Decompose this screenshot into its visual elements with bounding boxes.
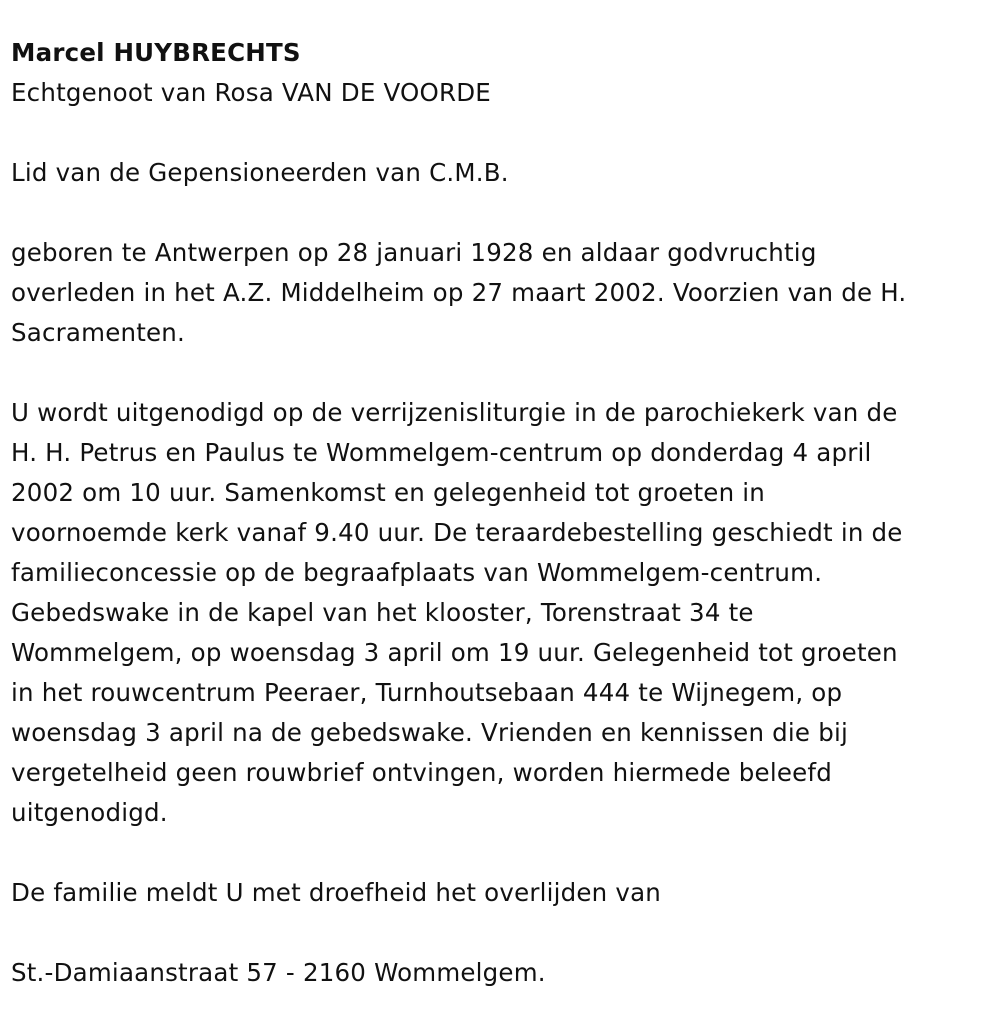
text-line: in het rouwcentrum Peeraer, Turnhoutsebaan 444 te Wijnegem, op — [11, 678, 843, 707]
obituary-notice — [11, 33, 986, 993]
text-line: woensdag 3 april na de gebedswake. Vrienden en kennissen die bij — [11, 718, 848, 747]
text-line: 2002 om 10 uur. Samenkomst en gelegenheid tot groeten in — [11, 478, 766, 507]
spacer — [11, 353, 986, 393]
deceased-name: Marcel HUYBRECHTS — [11, 38, 301, 67]
text-line: voornoemde kerk vanaf 9.40 uur. De teraardebestelling geschiedt in de — [11, 518, 903, 547]
family-announcement: De familie meldt U met droefheid het overlijden van — [11, 878, 662, 907]
text-line: geboren te Antwerpen op 28 januari 1928 en aldaar godvruchtig — [11, 238, 817, 267]
membership-line: Lid van de Gepensioneerden van C.M.B. — [11, 158, 509, 187]
spouse-line: Echtgenoot van Rosa VAN DE VOORDE — [11, 78, 491, 107]
text-line: H. H. Petrus en Paulus te Wommelgem-centrum op donderdag 4 april — [11, 438, 872, 467]
text-line: vergetelheid geen rouwbrief ontvingen, worden hiermede beleefd — [11, 758, 832, 787]
spacer — [11, 833, 986, 873]
address-line: St.-Damiaanstraat 57 - 2160 Wommelgem. — [11, 958, 546, 987]
text-line: overleden in het A.Z. Middelheim op 27 maart 2002. Voorzien van de H. — [11, 278, 907, 307]
text-line: uitgenodigd. — [11, 798, 168, 827]
text-line: Wommelgem, op woensdag 3 april om 19 uur. Gelegenheid tot groeten — [11, 638, 898, 667]
spacer — [11, 193, 986, 233]
text-line: Gebedswake in de kapel van het klooster, Torenstraat 34 te — [11, 598, 754, 627]
text-line: U wordt uitgenodigd op de verrijzenisliturgie in de parochiekerk van de — [11, 398, 898, 427]
invitation-paragraph — [11, 393, 986, 833]
spacer — [11, 113, 986, 153]
text-line: Sacramenten. — [11, 318, 185, 347]
text-line: familieconcessie op de begraafplaats van Wommelgem-centrum. — [11, 558, 823, 587]
birth-death-paragraph — [11, 233, 986, 353]
spacer — [11, 913, 986, 953]
